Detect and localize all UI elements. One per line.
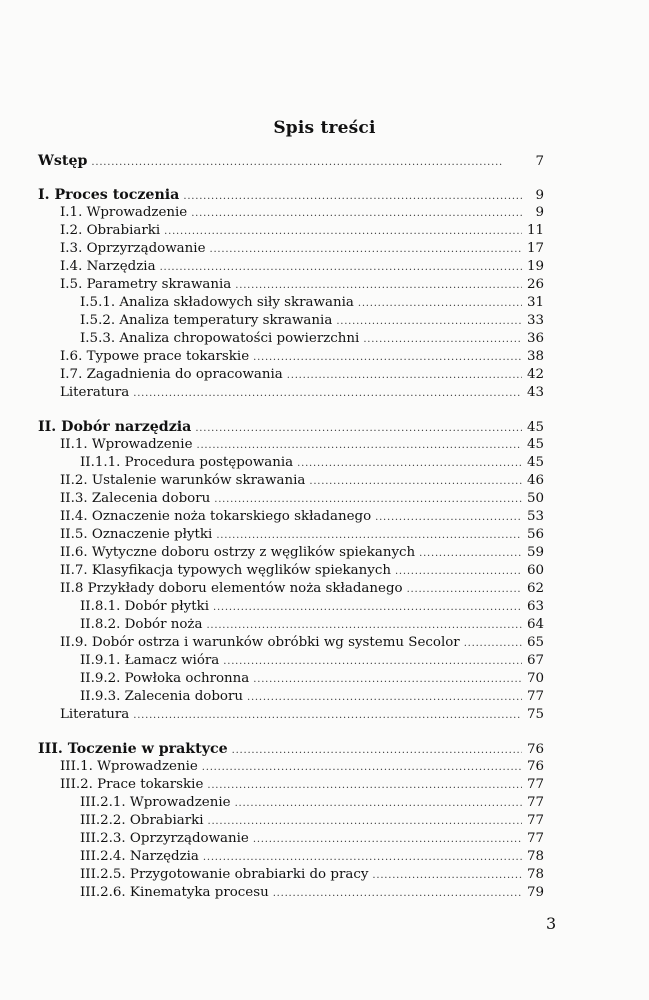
dot-leader bbox=[202, 759, 522, 777]
dot-leader bbox=[164, 223, 522, 241]
dot-leader bbox=[197, 437, 523, 455]
toc-entry-page: 11 bbox=[526, 223, 544, 238]
toc-entry-page: 53 bbox=[526, 509, 544, 524]
toc-entry bbox=[38, 526, 544, 544]
toc-entry-label: I.5.2. Analiza temperatury skrawania bbox=[80, 313, 333, 328]
toc-entry-page: 67 bbox=[526, 653, 544, 668]
toc-entry-page: 45 bbox=[526, 437, 544, 452]
toc-entry bbox=[38, 312, 544, 330]
toc-entry-page: 9 bbox=[535, 188, 544, 203]
dot-leader bbox=[375, 509, 522, 527]
dot-leader bbox=[372, 867, 522, 885]
toc-entry-page: 75 bbox=[526, 707, 544, 722]
dot-leader bbox=[464, 635, 522, 653]
toc-entry-label: III. Toczenie w praktyce bbox=[38, 741, 228, 757]
toc-entry-page: 26 bbox=[526, 277, 544, 292]
toc-entry-label: III.1. Wprowadzenie bbox=[60, 759, 198, 774]
dot-leader bbox=[216, 527, 522, 545]
toc-entry-page: 38 bbox=[526, 349, 544, 364]
toc-entry bbox=[38, 580, 544, 598]
toc-entry bbox=[38, 490, 544, 508]
toc-entry-page: 50 bbox=[526, 491, 544, 506]
dot-leader bbox=[210, 241, 523, 259]
toc-entry bbox=[38, 508, 544, 526]
toc-chapter-entry bbox=[38, 152, 544, 170]
dot-leader bbox=[235, 795, 522, 813]
toc-entry-label: I.1. Wprowadzenie bbox=[60, 205, 188, 220]
toc-entry-page: 77 bbox=[526, 831, 544, 846]
dot-leader bbox=[297, 455, 522, 473]
toc-entry bbox=[38, 776, 544, 794]
toc-entry-page: 76 bbox=[526, 742, 544, 757]
toc-entry-page: 76 bbox=[526, 759, 544, 774]
toc-entry bbox=[38, 652, 544, 670]
toc-entry bbox=[38, 544, 544, 562]
toc-chapter-entry bbox=[38, 186, 544, 204]
toc-entry bbox=[38, 670, 544, 688]
toc-entry-page: 56 bbox=[526, 527, 544, 542]
toc-chapter-entry bbox=[38, 418, 544, 436]
toc-entry-page: 60 bbox=[526, 563, 544, 578]
dot-leader bbox=[287, 367, 522, 385]
dot-leader bbox=[91, 154, 522, 172]
toc-entry-label: III.2.1. Wprowadzenie bbox=[80, 795, 231, 810]
toc-entry-page: 65 bbox=[526, 635, 544, 650]
toc-entry bbox=[38, 884, 544, 902]
toc-entry-page: 33 bbox=[526, 313, 544, 328]
toc-entry bbox=[38, 812, 544, 830]
toc-entry bbox=[38, 598, 544, 616]
toc-entry-page: 63 bbox=[526, 599, 544, 614]
toc-entry-label: Literatura bbox=[60, 707, 130, 722]
toc-entry-page: 43 bbox=[526, 385, 544, 400]
toc-entry bbox=[38, 454, 544, 472]
toc-chapter-entry bbox=[38, 740, 544, 758]
toc-entry-label: III.2.5. Przygotowanie obrabiarki do pracy bbox=[80, 867, 369, 882]
toc-entry-page: 19 bbox=[526, 259, 544, 274]
toc-entry-page: 36 bbox=[526, 331, 544, 346]
toc-entry-label: II. Dobór narzędzia bbox=[38, 419, 192, 435]
toc-entry-label: I.5.3. Analiza chropowatości powierzchni bbox=[80, 331, 360, 346]
dot-leader bbox=[133, 707, 522, 725]
toc-entry-label: I. Proces toczenia bbox=[38, 187, 180, 203]
toc-entry-label: II.9.3. Zalecenia doboru bbox=[80, 689, 244, 704]
toc-entry-page: 77 bbox=[526, 813, 544, 828]
toc-entry bbox=[38, 472, 544, 490]
dot-leader bbox=[133, 385, 522, 403]
toc-entry-label: II.7. Klasyfikacja typowych węglików spiekanych bbox=[60, 563, 391, 578]
dot-leader bbox=[358, 295, 522, 313]
dot-leader bbox=[208, 813, 522, 831]
toc-entry-label: I.5.1. Analiza składowych siły skrawania bbox=[80, 295, 354, 310]
dot-leader bbox=[191, 205, 522, 223]
dot-leader bbox=[309, 473, 522, 491]
toc-entry bbox=[38, 562, 544, 580]
toc-entry-label: II.8.2. Dobór noża bbox=[80, 617, 203, 632]
dot-leader bbox=[273, 885, 522, 903]
toc-entry bbox=[38, 384, 544, 402]
dot-leader bbox=[363, 331, 522, 349]
dot-leader bbox=[235, 277, 522, 295]
toc-entry-label: I.3. Oprzyrządowanie bbox=[60, 241, 206, 256]
dot-leader bbox=[223, 653, 522, 671]
toc-entry-label: II.9.1. Łamacz wióra bbox=[80, 653, 220, 668]
toc-entry-label: II.9.2. Powłoka ochronna bbox=[80, 671, 250, 686]
toc-entry-label: II.2. Ustalenie warunków skrawania bbox=[60, 473, 306, 488]
toc-entry-label: II.6. Wytyczne doboru ostrzy z węglików spiekanych bbox=[60, 545, 416, 560]
toc-entry bbox=[38, 848, 544, 866]
toc-entry-page: 77 bbox=[526, 689, 544, 704]
toc-entry-label: III.2.4. Narzędzia bbox=[80, 849, 199, 864]
dot-leader bbox=[253, 831, 522, 849]
toc-entry-page: 17 bbox=[526, 241, 544, 256]
toc-entry-label: III.2. Prace tokarskie bbox=[60, 777, 204, 792]
toc-entry-label: I.4. Narzędzia bbox=[60, 259, 156, 274]
dot-leader bbox=[160, 259, 522, 277]
toc-entry-label: II.8 Przykłady doboru elementów noża składanego bbox=[60, 581, 403, 596]
toc-entry bbox=[38, 436, 544, 454]
toc-entry bbox=[38, 222, 544, 240]
toc-entry-page: 46 bbox=[526, 473, 544, 488]
dot-leader bbox=[203, 849, 522, 867]
toc-entry bbox=[38, 688, 544, 706]
dot-leader bbox=[395, 563, 522, 581]
toc-entry bbox=[38, 258, 544, 276]
dot-leader bbox=[407, 581, 522, 599]
dot-leader bbox=[214, 491, 522, 509]
toc-entry-page: 31 bbox=[526, 295, 544, 310]
toc-entry-label: III.2.3. Oprzyrządowanie bbox=[80, 831, 249, 846]
toc-entry bbox=[38, 204, 544, 222]
toc-entry-page: 77 bbox=[526, 777, 544, 792]
dot-leader bbox=[207, 777, 522, 795]
table-of-contents bbox=[38, 152, 544, 902]
toc-entry bbox=[38, 330, 544, 348]
toc-entry bbox=[38, 348, 544, 366]
toc-entry bbox=[38, 634, 544, 652]
toc-entry-label: II.3. Zalecenia doboru bbox=[60, 491, 211, 506]
page-number: 3 bbox=[546, 914, 557, 933]
toc-entry-label: Literatura bbox=[60, 385, 130, 400]
toc-entry bbox=[38, 866, 544, 884]
dot-leader bbox=[419, 545, 522, 563]
dot-leader bbox=[247, 689, 522, 707]
toc-entry bbox=[38, 706, 544, 724]
toc-entry-page: 78 bbox=[526, 867, 544, 882]
toc-entry-label: I.6. Typowe prace tokarskie bbox=[60, 349, 250, 364]
toc-entry-page: 45 bbox=[526, 455, 544, 470]
toc-entry bbox=[38, 294, 544, 312]
toc-entry-page: 62 bbox=[526, 581, 544, 596]
toc-entry-label: II.5. Oznaczenie płytki bbox=[60, 527, 213, 542]
toc-entry bbox=[38, 240, 544, 258]
toc-entry bbox=[38, 830, 544, 848]
dot-leader bbox=[213, 599, 522, 617]
toc-entry-page: 77 bbox=[526, 795, 544, 810]
toc-entry-page: 7 bbox=[535, 154, 544, 169]
dot-leader bbox=[253, 671, 522, 689]
toc-entry-label: I.5. Parametry skrawania bbox=[60, 277, 232, 292]
toc-entry-label: III.2.6. Kinematyka procesu bbox=[80, 885, 269, 900]
toc-entry bbox=[38, 794, 544, 812]
toc-entry bbox=[38, 276, 544, 294]
toc-entry-page: 42 bbox=[526, 367, 544, 382]
toc-entry-label: II.9. Dobór ostrza i warunków obróbki wg systemu Secolor bbox=[60, 635, 460, 650]
toc-entry-page: 79 bbox=[526, 885, 544, 900]
toc-entry-label: I.2. Obrabiarki bbox=[60, 223, 161, 238]
dot-leader bbox=[206, 617, 522, 635]
toc-entry-page: 78 bbox=[526, 849, 544, 864]
dot-leader bbox=[253, 349, 522, 367]
dot-leader bbox=[336, 313, 522, 331]
toc-entry-label: II.1.1. Procedura postępowania bbox=[80, 455, 294, 470]
page-title: Spis treści bbox=[273, 118, 376, 138]
toc-entry-label: II.4. Oznaczenie noża tokarskiego składanego bbox=[60, 509, 372, 524]
toc-entry-label: Wstęp bbox=[38, 153, 88, 169]
toc-entry-page: 59 bbox=[526, 545, 544, 560]
toc-entry-label: II.1. Wprowadzenie bbox=[60, 437, 193, 452]
toc-entry bbox=[38, 758, 544, 776]
toc-entry bbox=[38, 366, 544, 384]
toc-entry bbox=[38, 616, 544, 634]
toc-entry-label: III.2.2. Obrabiarki bbox=[80, 813, 204, 828]
toc-entry-page: 64 bbox=[526, 617, 544, 632]
toc-entry-page: 9 bbox=[535, 205, 544, 220]
toc-entry-label: II.8.1. Dobór płytki bbox=[80, 599, 209, 614]
toc-entry-page: 45 bbox=[526, 420, 544, 435]
toc-entry-label: I.7. Zagadnienia do opracowania bbox=[60, 367, 283, 382]
toc-entry-page: 70 bbox=[526, 671, 544, 686]
